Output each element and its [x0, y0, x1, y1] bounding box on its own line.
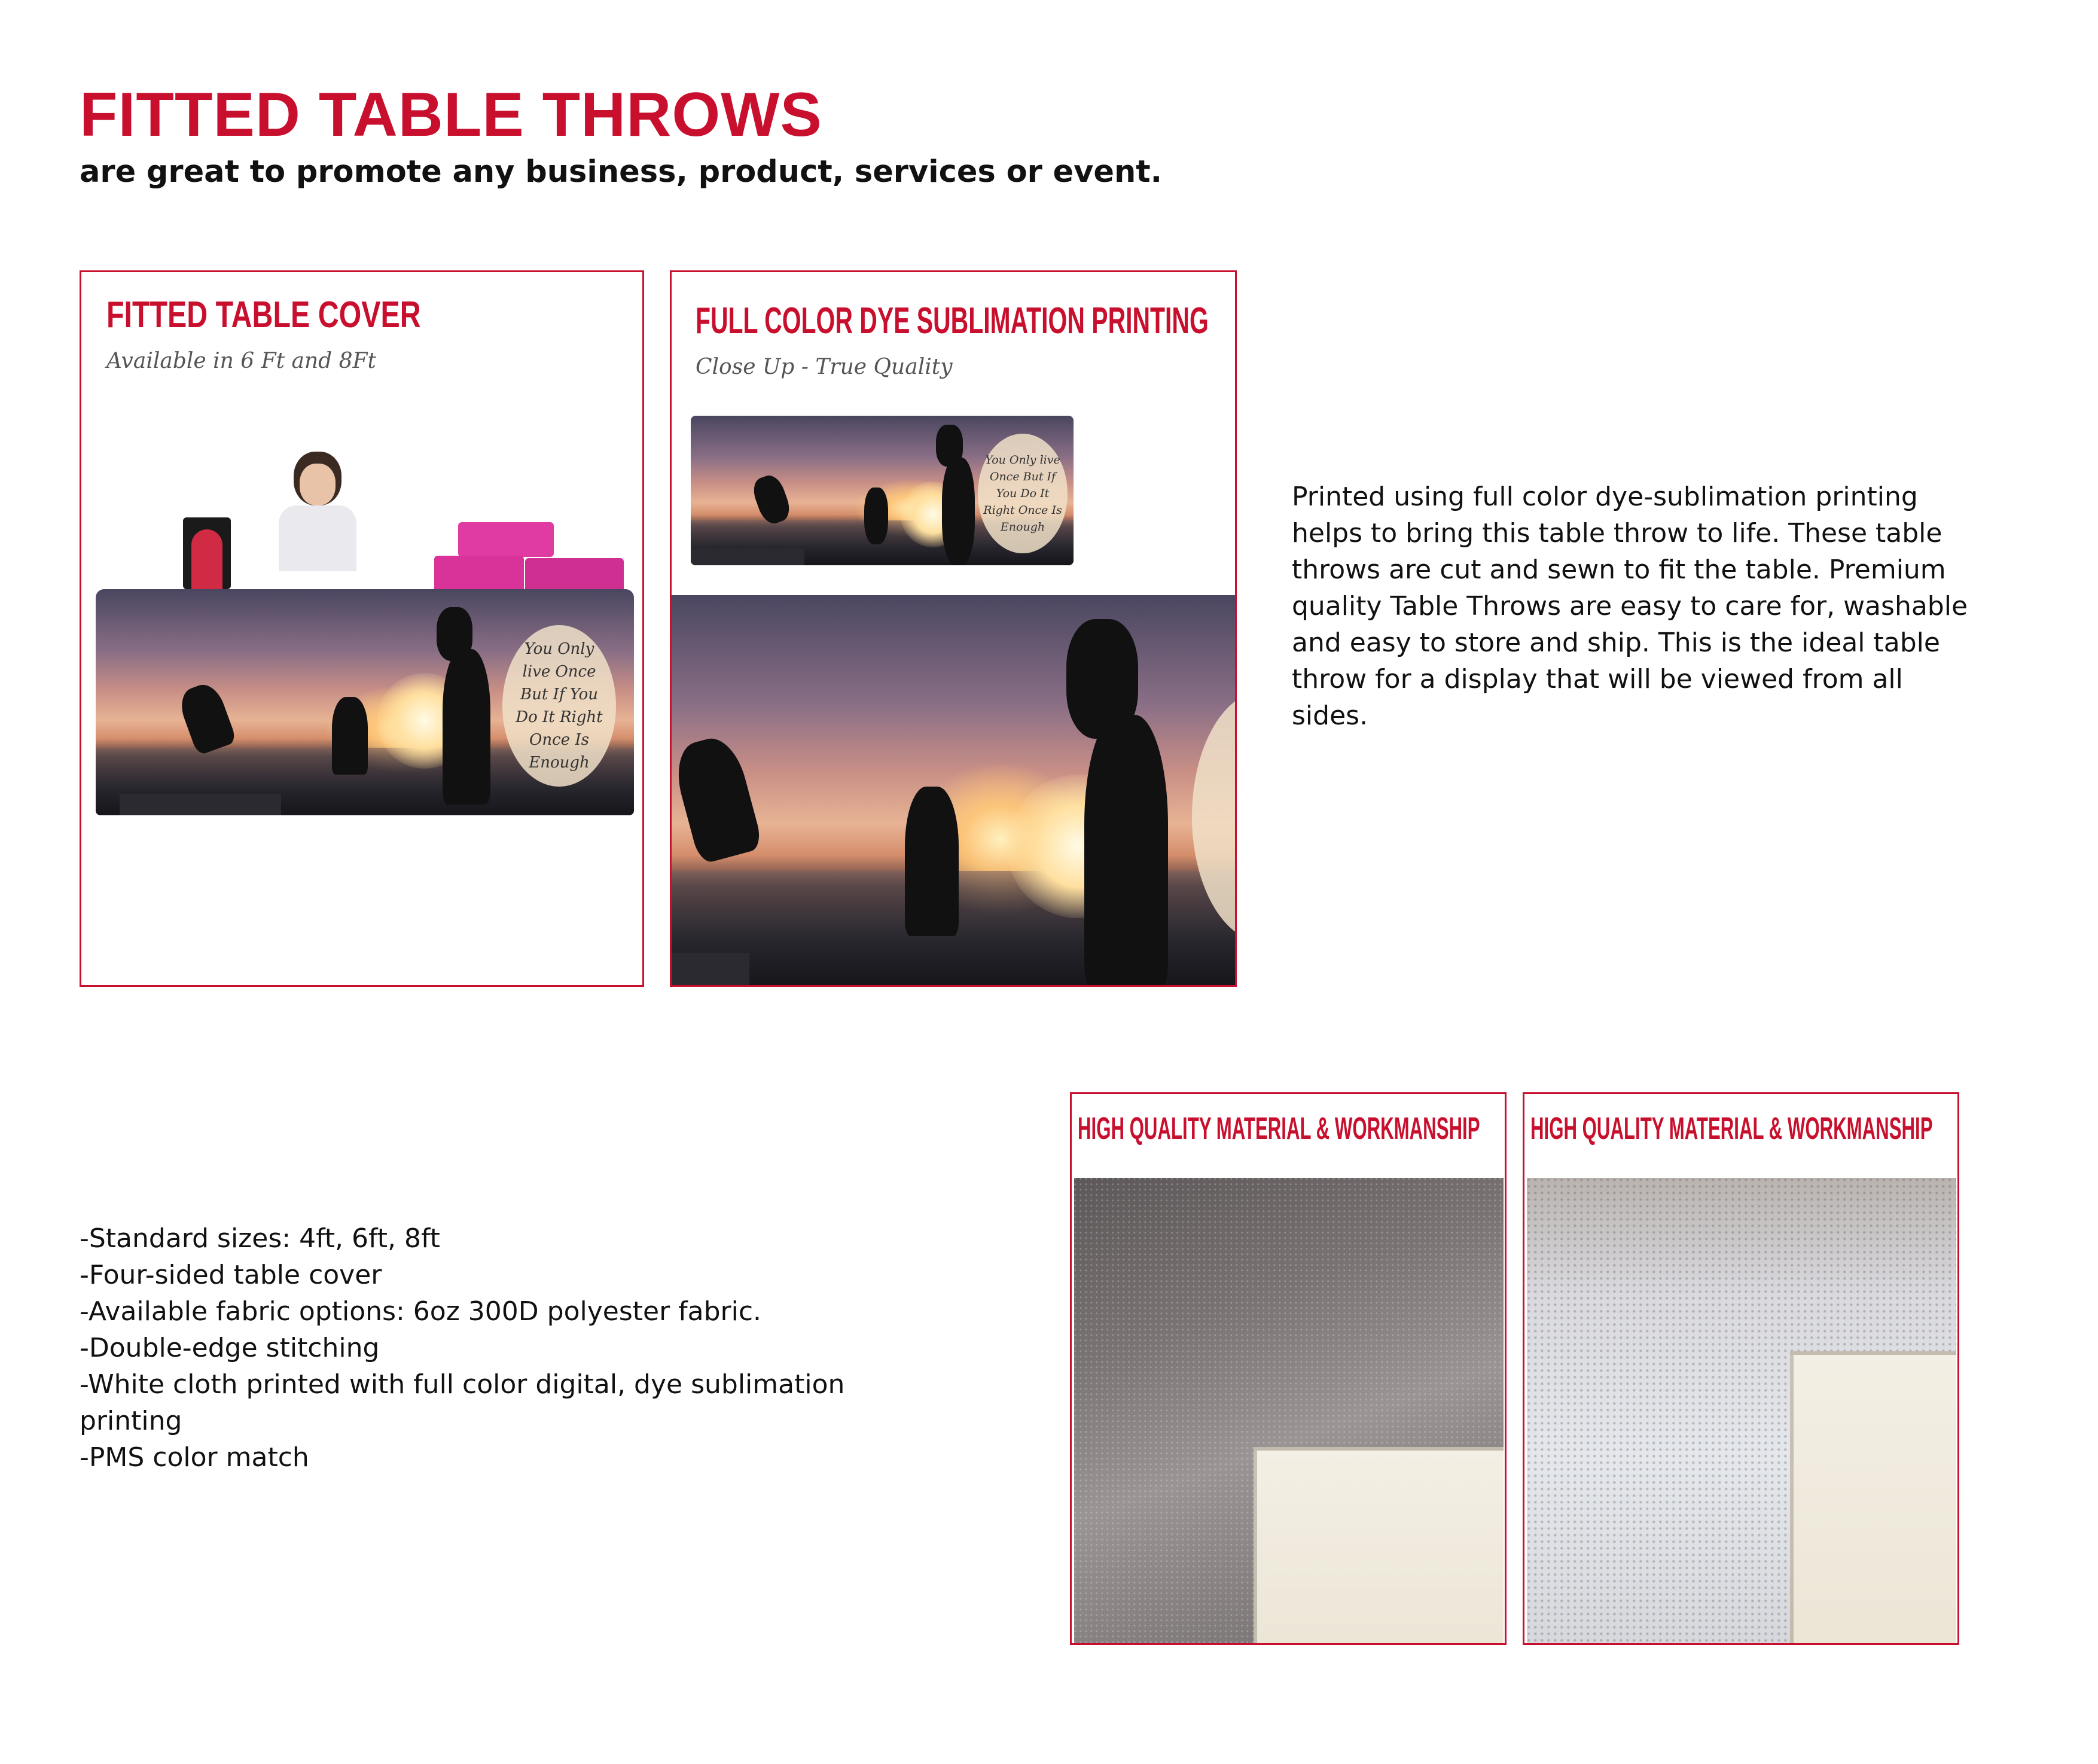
table-cover-print [96, 589, 634, 815]
lifted-child-silhouette [1066, 619, 1138, 739]
woman-photo [279, 452, 356, 571]
fitted-table-cover-panel [80, 270, 644, 987]
parent-silhouette [443, 649, 490, 805]
quote-badge: You Only live Once But If You Do It Right Once Is Enough [978, 434, 1068, 553]
jumping-child-silhouette [175, 680, 237, 755]
feature-item: -PMS color match [80, 1442, 309, 1473]
close-up-print [672, 595, 1237, 987]
feature-item: -Four-sided table cover [80, 1260, 382, 1290]
pink-basket [525, 558, 624, 594]
panel-heading: HIGH QUALITY MATERIAL & WORKMANSHIP [1078, 1111, 1480, 1146]
feature-item: -Standard sizes: 4ft, 6ft, 8ft [80, 1223, 440, 1254]
lifted-child-silhouette [437, 607, 472, 661]
table-leg-shadow [120, 794, 281, 815]
parent-silhouette [1084, 715, 1168, 987]
feature-item: -Available fabric options: 6oz 300D polyester fabric. [80, 1296, 762, 1327]
page-title: FITTED TABLE THROWS [80, 80, 822, 150]
pink-basket [458, 522, 554, 557]
desk-organizer [183, 517, 231, 589]
panel-subheading: Available in 6 Ft and 8Ft [106, 349, 377, 373]
feature-list [80, 1220, 869, 1476]
quote-badge: You Only live Once But If You Do It Right Once Is Enough [502, 625, 616, 787]
dye-sublimation-panel [670, 270, 1237, 987]
feature-item: -White cloth printed with full color digital, dye sublimation printing [80, 1369, 845, 1436]
material-panel-dark [1070, 1092, 1507, 1645]
table-cover-print-small [691, 416, 1074, 565]
child-silhouette [905, 787, 959, 936]
product-description: Printed using full color dye-sublimation printing helps to bring this table throw to life. These table throws are cut and sewn to fit the table. Premium quality Table Throws are easy to care for, washable and easy to store and ship. This is the ideal table throw for a display that will be viewed from all sides. [1292, 482, 1968, 731]
fabric-close-up-photo [1527, 1178, 1956, 1643]
feature-item: -Double-edge stitching [80, 1333, 380, 1363]
panel-heading: FITTED TABLE COVER [106, 294, 421, 336]
page-subtitle: are great to promote any business, product, services or event. [80, 154, 1163, 190]
panel-subheading: Close Up - True Quality [696, 355, 953, 379]
jumping-child-silhouette [672, 732, 764, 865]
pink-basket [434, 556, 524, 593]
child-silhouette [332, 697, 368, 775]
fabric-close-up-photo [1074, 1178, 1504, 1643]
panel-heading: HIGH QUALITY MATERIAL & WORKMANSHIP [1530, 1111, 1933, 1146]
panel-heading: FULL COLOR DYE SUBLIMATION PRINTING [696, 300, 1209, 342]
material-panel-light [1523, 1092, 1959, 1645]
